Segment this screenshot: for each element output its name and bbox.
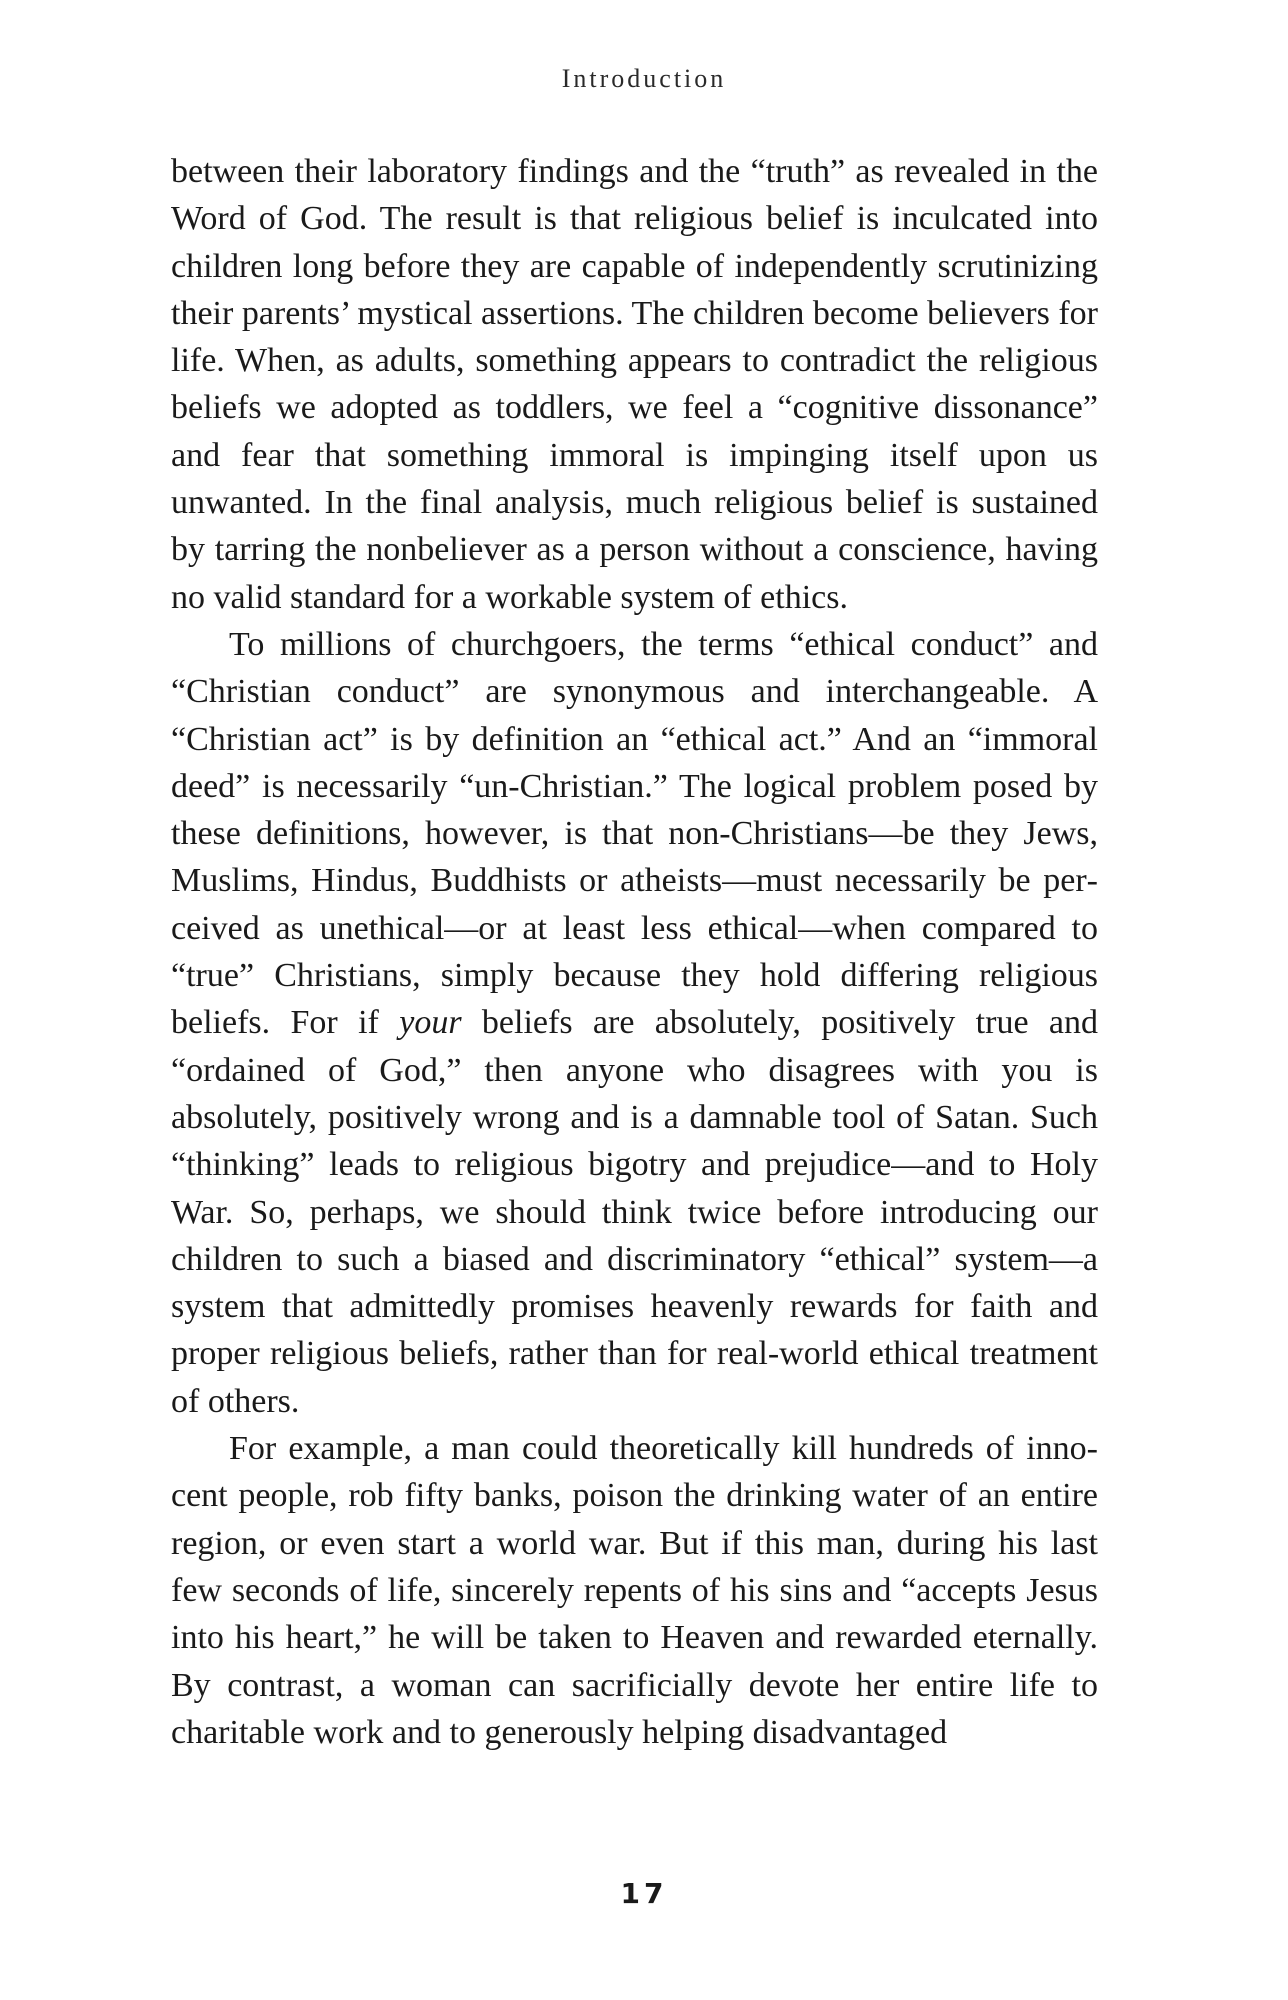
paragraph-ethical-conduct — [171, 621, 1098, 1425]
emphasis-your: your — [399, 1004, 462, 1042]
running-head: Introduction — [561, 64, 727, 93]
page-number: 17 — [620, 1877, 668, 1910]
body-text — [171, 148, 1098, 1756]
paragraph-text-part: beliefs are absolutely, positively true and “ordained of God,” then anyone who disagrees with you is absolutely, positively wrong and is a damnable tool of Satan. Such “thinking” leads to religious bigotry and prejudice—and to Holy War. So, perhaps, we should think twice before introducing our children to such a biased and discriminatory “ethical” system—a system that admittedly promises heavenly rewards for faith and proper religious beliefs, rather than for real-world ethical treatment of others. — [171, 1004, 1098, 1420]
paragraph-text-part: To millions of churchgoers, the terms “ethical conduct” and “Christian conduct” are synonymous and interchangeable. A “Christian act” is by definition an “ethical act.” And an “immoral deed” is necessarily “un-Christian.” The logical problem posed by these definitions, however, is that non-Christians—be they Jews, Muslims, Hindus, Buddhists or atheists—must necessarily be perceived as unethical—or at least less ethical—when compared to “true” Christians, simply because they hold differing religious beliefs. For if — [171, 625, 1098, 1042]
paragraph-continued: between their laboratory findings and the “truth” as revealed in the Word of God. The result is that religious belief is inculcated into children long before they are capable of independently scrutinizing their parents’ mystical assertions. The children become believers for life. When, as adults, something appears to contradict the religious beliefs we adopted as toddlers, we feel a “cognitive dissonance” and fear that something immoral is impinging itself upon us unwanted. In the final analysis, much religious belief is sustained by tarring the nonbeliever as a person without a conscience, having no valid standard for a workable system of ethics. — [171, 153, 1098, 616]
paragraph-for-example: For example, a man could theoretically kill hundreds of innocent people, rob fifty banks, poison the drinking water of an entire region, or even start a world war. But if this man, during his last few seconds of life, sincerely repents of his sins and “accepts Jesus into his heart,” he will be taken to Heaven and rewarded eternally. By contrast, a woman can sacrificially devote her entire life to charitable work and to generously helping disadvantaged — [171, 1430, 1098, 1751]
